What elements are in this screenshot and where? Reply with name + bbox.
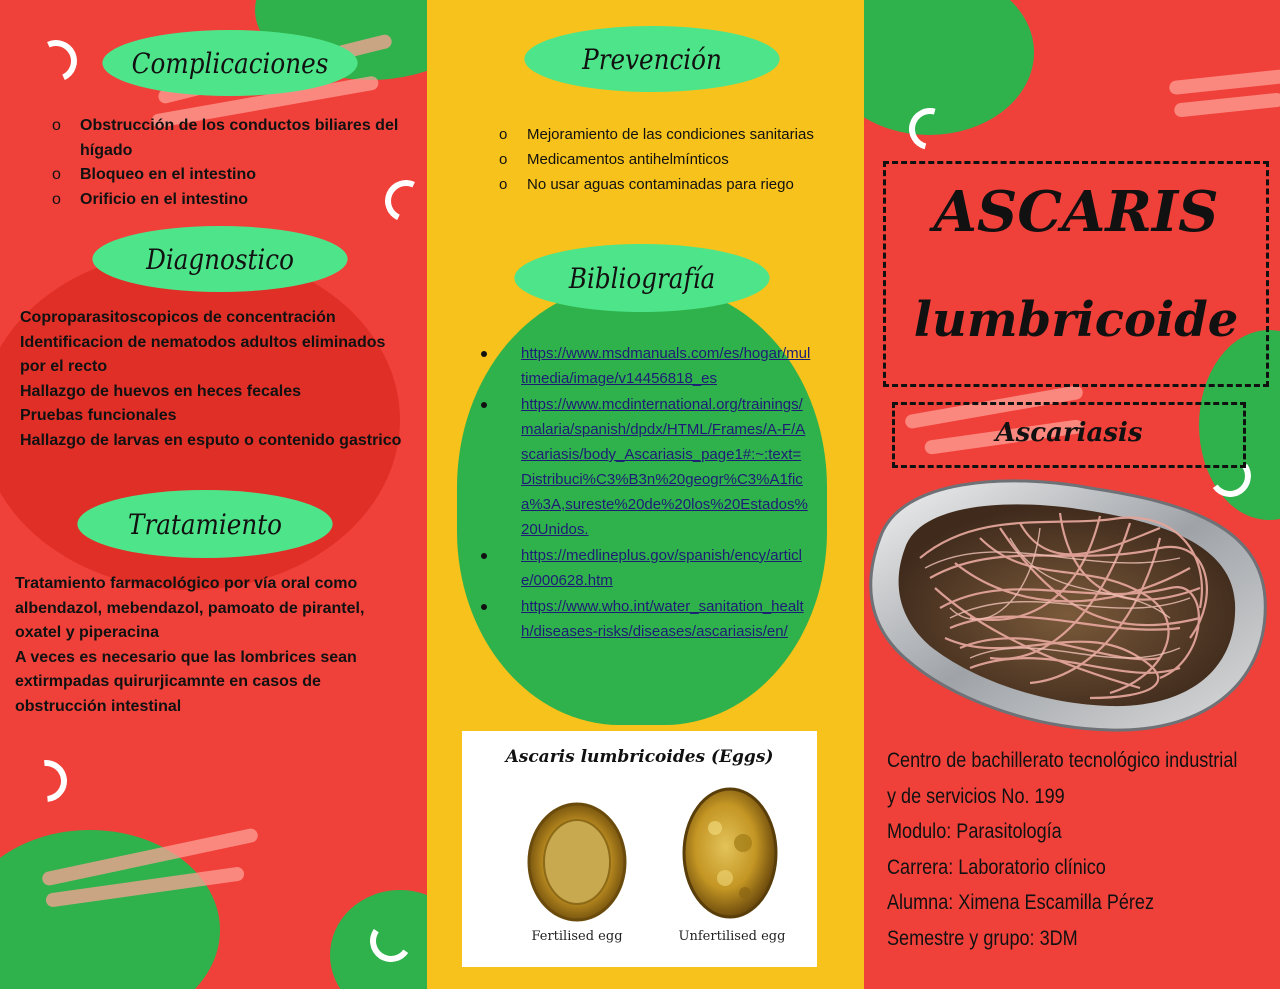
tratamiento-heading: Tratamiento bbox=[77, 490, 332, 558]
list-item bbox=[481, 341, 811, 391]
roundworm-dish-image bbox=[864, 468, 1280, 748]
info-line: Modulo: Parasitología bbox=[887, 820, 1062, 843]
fertilised-egg-icon bbox=[522, 797, 632, 927]
hook-decoration-icon bbox=[29, 34, 83, 88]
tratamiento-line: Tratamiento farmacológico por vía oral como albendazol, mebendazol, pamoato de pirantel, oxatel y piperacina bbox=[15, 575, 365, 641]
info-line: Alumna: Ximena Escamilla Pérez bbox=[887, 891, 1155, 914]
info-line: Centro de bachillerato tecnológico industrial bbox=[887, 749, 1238, 772]
list-item: o Medicamentos antihelmínticos bbox=[499, 147, 839, 172]
list-item: o Obstrucción de los conductos biliares del hígado bbox=[52, 114, 412, 163]
diagnostico-text bbox=[20, 306, 415, 453]
fertilised-egg-label: Fertilised egg bbox=[531, 929, 623, 944]
reference-link[interactable]: https://medlineplus.gov/spanish/ency/article/000628.htm bbox=[521, 547, 802, 589]
subtitle: Ascariasis bbox=[995, 418, 1143, 448]
unfertilised-egg-icon bbox=[675, 783, 785, 923]
green-blob-top bbox=[864, 0, 1034, 135]
list-item: o No usar aguas contaminadas para riego bbox=[499, 172, 839, 197]
prevencion-heading: Prevención bbox=[524, 26, 779, 92]
info-block bbox=[887, 743, 1238, 956]
info-line: Carrera: Laboratorio clínico bbox=[887, 855, 1106, 879]
eggs-figure-title: Ascaris lumbricoides (Eggs) bbox=[505, 747, 774, 767]
info-line: Semestre y grupo: 3DM bbox=[887, 926, 1078, 950]
bibliografia-heading: Bibliografía bbox=[514, 244, 769, 312]
right-panel bbox=[864, 0, 1280, 989]
prevencion-list bbox=[499, 122, 839, 197]
complicaciones-list bbox=[52, 114, 412, 212]
diagnostico-line: Hallazgo de huevos en heces fecales bbox=[20, 382, 302, 400]
tratamiento-line: A veces es necesario que las lombrices sean extirmpadas quirurjicamnte en casos de obstrucción intestinal bbox=[15, 648, 357, 715]
list-item bbox=[481, 594, 811, 644]
complicaciones-heading: Complicaciones bbox=[102, 30, 357, 96]
middle-panel bbox=[427, 0, 864, 989]
reference-link[interactable]: https://www.who.int/water_sanitation_health/diseases-risks/diseases/ascariasis/en/ bbox=[521, 598, 804, 640]
tratamiento-text bbox=[15, 572, 410, 719]
diagnostico-line: Coproparasitoscopicos de concentración bbox=[20, 309, 336, 326]
left-panel bbox=[0, 0, 427, 989]
list-item bbox=[481, 392, 811, 542]
info-line: y de servicios No. 199 bbox=[887, 784, 1065, 808]
list-item: o Orificio en el intestino bbox=[52, 188, 412, 213]
diagnostico-line: Pruebas funcionales bbox=[20, 407, 177, 424]
diagnostico-line: Hallazgo de larvas en esputo o contenido gastrico bbox=[20, 431, 402, 449]
hook-decoration-icon bbox=[16, 751, 75, 810]
deco-stripe bbox=[1169, 69, 1280, 95]
unfertilised-egg-label: Unfertilised egg bbox=[678, 929, 786, 944]
deco-stripe bbox=[1174, 92, 1280, 117]
bibliografia-links bbox=[481, 341, 811, 645]
reference-link[interactable]: https://www.mcdinternational.org/trainings/malaria/spanish/dpdx/HTML/Frames/A-F/Ascariasis/body_Ascariasis_page1#:~:text=Distribuci%C3%B3n%20geogr%C3%A1fica%3A,sureste%20de%20los%20Estados%20Unidos. bbox=[521, 396, 808, 538]
list-item: o Mejoramiento de las condiciones sanitarias bbox=[499, 122, 839, 147]
list-item bbox=[481, 543, 811, 593]
list-item: o Bloqueo en el intestino bbox=[52, 163, 412, 188]
diagnostico-heading: Diagnostico bbox=[92, 226, 347, 292]
reference-link[interactable]: https://www.msdmanuals.com/es/hogar/multimedia/image/v14456818_es bbox=[521, 345, 811, 387]
main-title-line1: ASCARIS bbox=[933, 179, 1219, 245]
eggs-figure bbox=[462, 731, 817, 967]
main-title-line2: lumbricoide bbox=[913, 292, 1239, 348]
diagnostico-line: Identificacion de nematodos adultos eliminados por el recto bbox=[20, 333, 386, 375]
